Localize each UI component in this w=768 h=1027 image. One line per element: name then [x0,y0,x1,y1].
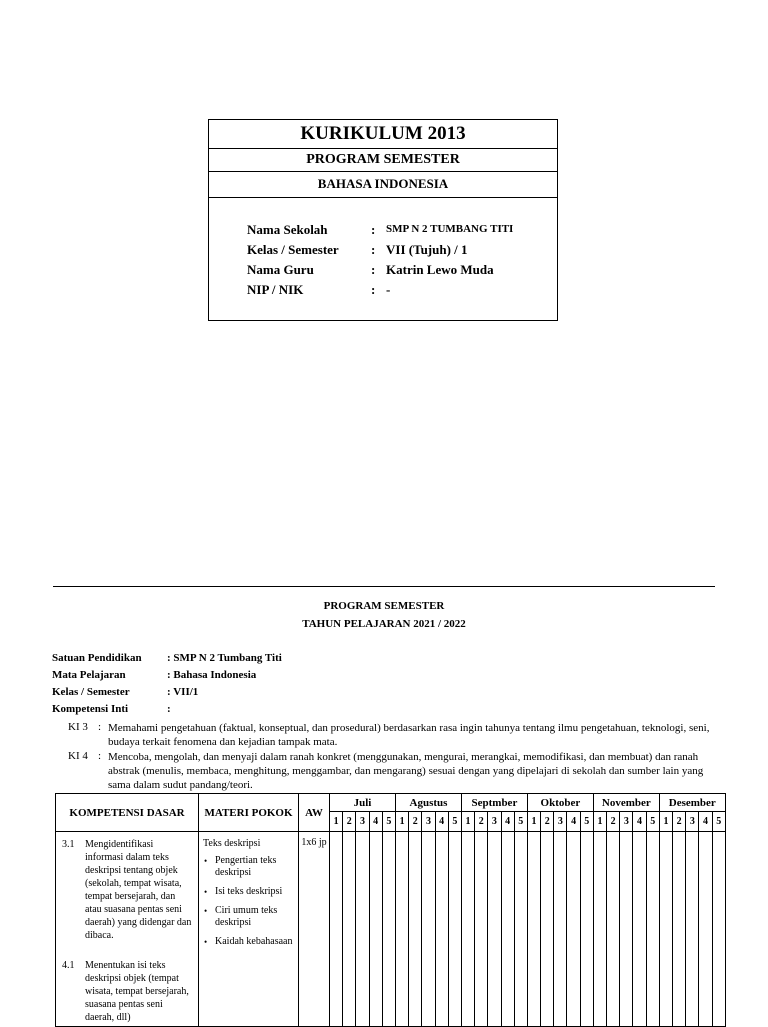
week-number: 2 [673,812,686,832]
schedule-cell [422,832,435,1027]
schedule-cell [593,832,606,1027]
mp-cell [199,832,299,1027]
ki-text: Memahami pengetahuan (faktual, konseptual, dan prosedural) berdasarkan rasa ingin tahunya tentang ilmu pengetahuan, teknologi, seni, budaya terkait fenomena dan kejadian tampak mata. [108,722,710,748]
schedule-cell [607,832,620,1027]
schedule-cell [382,832,395,1027]
schedule-cell [396,832,409,1027]
schedule-cell [409,832,422,1027]
mp-item: • Pengertian teks deskripsi [215,855,296,879]
field-label: Kelas / Semester [247,242,339,257]
ki-colon: : [98,721,102,733]
header-mp: MATERI POKOK [199,794,299,832]
cover-subtitle: PROGRAM SEMESTER [209,148,557,172]
ki-code: KI 3 [68,721,88,733]
schedule-cell [527,832,540,1027]
schedule-cell [646,832,659,1027]
identity-label: Satuan Pendidikan [52,652,142,664]
schedule-cell [461,832,474,1027]
ki-code: KI 4 [68,750,88,762]
table-row [56,832,726,1027]
identity-value: : SMP N 2 Tumbang Titi [167,652,282,664]
week-number: 1 [593,812,606,832]
week-number: 1 [659,812,672,832]
mp-item: • Isi teks deskripsi [215,886,296,898]
field-label: NIP / NIK [247,282,304,297]
week-number: 4 [435,812,448,832]
header-aw: AW [299,794,330,832]
schedule-cell [712,832,725,1027]
week-number: 5 [382,812,395,832]
kd-number: 3.1 [62,839,75,850]
schedule-cell [475,832,488,1027]
mp-list [203,855,296,948]
schedule-cell [620,832,633,1027]
schedule-cell [369,832,382,1027]
schedule-cell [343,832,356,1027]
week-number: 4 [567,812,580,832]
ki-colon: : [98,750,102,762]
identity-value: : VII/1 [167,686,199,698]
aw-cell: 1x6 jp [299,832,330,1027]
schedule-cell [686,832,699,1027]
identity-label: Mata Pelajaran [52,669,126,681]
mp-item: • Kaidah kebahasaan [215,936,296,948]
kd-item [62,959,194,1024]
month-header: Juli [330,794,396,812]
kd-text: Menentukan isi teks deskripsi objek (tempat wisata, tempat bersejarah, suasana pentas seni daerah, dll) [85,960,189,1023]
schedule-cell [567,832,580,1027]
schedule-cell [356,832,369,1027]
schedule-cell [514,832,527,1027]
kd-number: 4.1 [62,960,75,971]
week-number: 1 [527,812,540,832]
week-number: 5 [646,812,659,832]
field-value: - [386,282,391,297]
week-number: 5 [514,812,527,832]
field-value: Katrin Lewo Muda [386,262,494,277]
identity-value: : Bahasa Indonesia [167,669,257,681]
ki-text: Mencoba, mengolah, dan menyaji dalam ranah konkret (menggunakan, mengurai, merangkai, memodifikasi, dan membuat) dan ranah abstrak (menulis, membaca, menghitung, menggambar, dan mengarang) sesuai dengan yang dipelajari di sekolah dan sumber lain yang sama dalam sudut pandang/teori. [108,751,704,791]
schedule-cell [435,832,448,1027]
field-value: VII (Tujuh) / 1 [386,242,468,257]
week-number: 3 [686,812,699,832]
doc-year: TAHUN PELAJARAN 2021 / 2022 [302,618,466,630]
month-header: Agustus [396,794,462,812]
week-number: 2 [409,812,422,832]
week-number: 4 [699,812,712,832]
field-label: Nama Sekolah [247,222,328,237]
kd-cell [56,832,199,1027]
month-header: Desember [659,794,725,812]
cover-title: KURIKULUM 2013 [209,120,557,149]
week-number: 3 [488,812,501,832]
month-header: Septmber [461,794,527,812]
doc-heading: PROGRAM SEMESTER [323,600,445,612]
kd-item [62,838,194,942]
week-number: 1 [330,812,343,832]
schedule-cell [554,832,567,1027]
schedule-cell [699,832,712,1027]
schedule-cell [501,832,514,1027]
schedule-cell [448,832,461,1027]
mp-item: • Ciri umum teks deskripsi [215,905,296,929]
month-header-row [56,794,726,812]
field-colon: : [371,262,376,277]
schedule-table [55,793,726,1027]
week-number: 1 [461,812,474,832]
week-number: 5 [448,812,461,832]
week-number: 5 [580,812,593,832]
kd-text: Mengidentifikasi informasi dalam teks deskripsi tentang objek (sekolah, tempat wisata, tempat bersejarah, dan atau suasana pentas seni daerah) yang didengar dan dibaca. [85,839,192,941]
schedule-cell [541,832,554,1027]
schedule-cell [330,832,343,1027]
field-value: SMP N 2 TUMBANG TITI [386,223,514,235]
week-number: 3 [422,812,435,832]
week-number: 2 [475,812,488,832]
field-colon: : [371,282,376,297]
schedule-cell [673,832,686,1027]
week-number: 2 [343,812,356,832]
mp-title: Teks deskripsi [203,838,261,849]
cover-box [208,119,558,321]
identity-label: Kompetensi Inti [52,703,129,715]
week-number: 5 [712,812,725,832]
week-number: 1 [396,812,409,832]
cover-subject: BAHASA INDONESIA [209,171,557,198]
month-header: Oktober [527,794,593,812]
week-number: 4 [501,812,514,832]
week-number: 4 [633,812,646,832]
week-number: 3 [620,812,633,832]
week-number: 2 [607,812,620,832]
schedule-cell [633,832,646,1027]
month-header: November [593,794,659,812]
schedule-cell [580,832,593,1027]
identity-label: Kelas / Semester [52,686,130,698]
field-colon: : [371,222,376,237]
field-colon: : [371,242,376,257]
page-divider [53,586,715,587]
header-kd: KOMPETENSI DASAR [56,794,199,832]
week-number: 4 [369,812,382,832]
week-number: 3 [554,812,567,832]
schedule-cell [659,832,672,1027]
identity-value: : [167,703,171,715]
week-number: 3 [356,812,369,832]
schedule-cell [488,832,501,1027]
week-number: 2 [541,812,554,832]
field-label: Nama Guru [247,262,314,277]
